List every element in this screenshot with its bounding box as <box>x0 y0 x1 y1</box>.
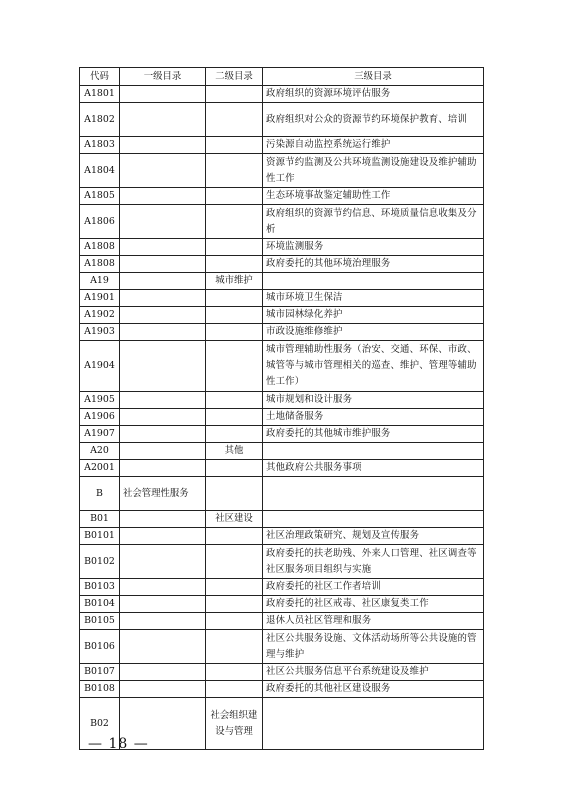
header-level1: 一级目录 <box>120 68 206 86</box>
table-row <box>80 273 484 290</box>
level3-cell: 土地储备服务 <box>263 409 484 426</box>
level3-cell: 政府组织的资源节约信息、环境质量信息收集及分析 <box>263 205 484 239</box>
header-code: 代码 <box>80 68 120 86</box>
level1-cell <box>120 188 206 205</box>
table-row <box>80 256 484 273</box>
table-row <box>80 205 484 239</box>
level3-cell: 政府委托的其他社区建设服务 <box>263 681 484 698</box>
level1-cell <box>120 137 206 154</box>
level2-cell: 社区建设 <box>206 511 263 528</box>
code-cell: A1801 <box>80 86 120 103</box>
level2-cell <box>206 613 263 630</box>
table-row <box>80 341 484 392</box>
table-row <box>80 103 484 137</box>
table-row <box>80 239 484 256</box>
code-cell: A1905 <box>80 392 120 409</box>
level1-cell <box>120 630 206 664</box>
level3-cell: 社区公共服务设施、文体活动场所等公共设施的管理与维护 <box>263 630 484 664</box>
level3-cell: 社区公共服务信息平台系统建设及维护 <box>263 664 484 681</box>
level1-cell <box>120 409 206 426</box>
level2-cell <box>206 545 263 579</box>
code-cell: B0102 <box>80 545 120 579</box>
level3-cell <box>263 273 484 290</box>
table-row <box>80 596 484 613</box>
level2-cell <box>206 154 263 188</box>
table-row <box>80 188 484 205</box>
level2-cell <box>206 426 263 443</box>
level2-cell: 其他 <box>206 443 263 460</box>
table-row <box>80 154 484 188</box>
level3-cell <box>263 443 484 460</box>
level3-cell: 政府委托的社区戒毒、社区康复类工作 <box>263 596 484 613</box>
level3-cell <box>263 698 484 750</box>
level2-cell <box>206 477 263 511</box>
header-level2: 二级目录 <box>206 68 263 86</box>
level2-cell <box>206 307 263 324</box>
level1-cell <box>120 511 206 528</box>
level2-cell <box>206 341 263 392</box>
code-cell: B0103 <box>80 579 120 596</box>
code-cell: A1805 <box>80 188 120 205</box>
level3-cell <box>263 511 484 528</box>
level3-cell: 政府委托的社区工作者培训 <box>263 579 484 596</box>
code-cell: A1901 <box>80 290 120 307</box>
code-cell: A1804 <box>80 154 120 188</box>
level1-cell <box>120 324 206 341</box>
header-level3: 三级目录 <box>263 68 484 86</box>
table-row <box>80 511 484 528</box>
table-row <box>80 426 484 443</box>
level3-cell: 城市园林绿化养护 <box>263 307 484 324</box>
table-row <box>80 613 484 630</box>
level2-cell <box>206 460 263 477</box>
code-cell: B0101 <box>80 528 120 545</box>
level2-cell <box>206 664 263 681</box>
code-cell: B01 <box>80 511 120 528</box>
table-row <box>80 137 484 154</box>
code-cell: B02 <box>80 698 120 750</box>
table-row <box>80 477 484 511</box>
table-row <box>80 528 484 545</box>
level1-cell <box>120 664 206 681</box>
level1-cell <box>120 86 206 103</box>
level3-cell: 环境监测服务 <box>263 239 484 256</box>
level1-cell <box>120 545 206 579</box>
code-cell: B0105 <box>80 613 120 630</box>
table-row <box>80 443 484 460</box>
service-catalog-table <box>79 67 484 750</box>
level3-cell: 政府委托的其他环境治理服务 <box>263 256 484 273</box>
level1-cell <box>120 154 206 188</box>
code-cell: A1902 <box>80 307 120 324</box>
level1-cell <box>120 528 206 545</box>
level1-cell <box>120 341 206 392</box>
level3-cell: 退休人员社区管理和服务 <box>263 613 484 630</box>
level1-cell <box>120 443 206 460</box>
code-cell: A1806 <box>80 205 120 239</box>
level2-cell <box>206 392 263 409</box>
table-header-row <box>80 68 484 86</box>
code-cell: B <box>80 477 120 511</box>
level1-cell <box>120 290 206 307</box>
level3-cell: 政府组织对公众的资源节约环境保护教育、培训 <box>263 103 484 137</box>
level1-cell <box>120 256 206 273</box>
code-cell: B0104 <box>80 596 120 613</box>
table-body <box>80 86 484 750</box>
level3-cell: 其他政府公共服务事项 <box>263 460 484 477</box>
code-cell: A1907 <box>80 426 120 443</box>
level1-cell <box>120 681 206 698</box>
level1-cell <box>120 460 206 477</box>
table-row <box>80 392 484 409</box>
level3-cell: 政府委托的扶老助残、外来人口管理、社区调查等社区服务项目组织与实施 <box>263 545 484 579</box>
level3-cell: 政府委托的其他城市维护服务 <box>263 426 484 443</box>
level2-cell <box>206 681 263 698</box>
table-row <box>80 324 484 341</box>
level1-cell <box>120 579 206 596</box>
level2-cell <box>206 409 263 426</box>
level3-cell: 城市环境卫生保洁 <box>263 290 484 307</box>
table-row <box>80 86 484 103</box>
level2-cell: 社会组织建设与管理 <box>206 698 263 750</box>
level2-cell <box>206 290 263 307</box>
level3-cell: 城市规划和设计服务 <box>263 392 484 409</box>
level1-cell <box>120 273 206 290</box>
level2-cell <box>206 630 263 664</box>
level3-cell: 政府组织的资源环境评估服务 <box>263 86 484 103</box>
code-cell: A1808 <box>80 239 120 256</box>
level1-cell <box>120 426 206 443</box>
page-number: — 18 — <box>88 736 149 752</box>
code-cell: A1904 <box>80 341 120 392</box>
level3-cell: 生态环境事故鉴定辅助性工作 <box>263 188 484 205</box>
level3-cell: 市政设施维修维护 <box>263 324 484 341</box>
table-row <box>80 307 484 324</box>
level1-cell <box>120 596 206 613</box>
level2-cell <box>206 205 263 239</box>
level3-cell: 资源节约监测及公共环境监测设施建设及维护辅助性工作 <box>263 154 484 188</box>
level2-cell <box>206 324 263 341</box>
level3-cell: 社区治理政策研究、规划及宣传服务 <box>263 528 484 545</box>
level2-cell: 城市维护 <box>206 273 263 290</box>
level2-cell <box>206 137 263 154</box>
table-row <box>80 681 484 698</box>
table-row <box>80 664 484 681</box>
code-cell: A19 <box>80 273 120 290</box>
table-row <box>80 290 484 307</box>
code-cell: A2001 <box>80 460 120 477</box>
level1-cell <box>120 307 206 324</box>
level2-cell <box>206 103 263 137</box>
level1-cell <box>120 613 206 630</box>
level2-cell <box>206 528 263 545</box>
table-row <box>80 545 484 579</box>
level3-cell: 污染源自动监控系统运行维护 <box>263 137 484 154</box>
code-cell: B0108 <box>80 681 120 698</box>
level1-cell <box>120 239 206 256</box>
code-cell: A1903 <box>80 324 120 341</box>
table-row <box>80 460 484 477</box>
level2-cell <box>206 256 263 273</box>
level1-cell <box>120 205 206 239</box>
level2-cell <box>206 596 263 613</box>
level2-cell <box>206 86 263 103</box>
code-cell: A1803 <box>80 137 120 154</box>
level2-cell <box>206 239 263 256</box>
level3-cell: 城市管理辅助性服务（治安、交通、环保、市政、城管等与城市管理相关的巡查、维护、管理等辅助性工作） <box>263 341 484 392</box>
code-cell: B0106 <box>80 630 120 664</box>
level1-cell: 社会管理性服务 <box>120 477 206 511</box>
level2-cell <box>206 579 263 596</box>
code-cell: A1802 <box>80 103 120 137</box>
table-row <box>80 630 484 664</box>
table-row <box>80 409 484 426</box>
code-cell: A1808 <box>80 256 120 273</box>
level3-cell <box>263 477 484 511</box>
code-cell: A20 <box>80 443 120 460</box>
level2-cell <box>206 188 263 205</box>
table-row <box>80 579 484 596</box>
level1-cell <box>120 392 206 409</box>
code-cell: A1906 <box>80 409 120 426</box>
code-cell: B0107 <box>80 664 120 681</box>
level1-cell <box>120 103 206 137</box>
